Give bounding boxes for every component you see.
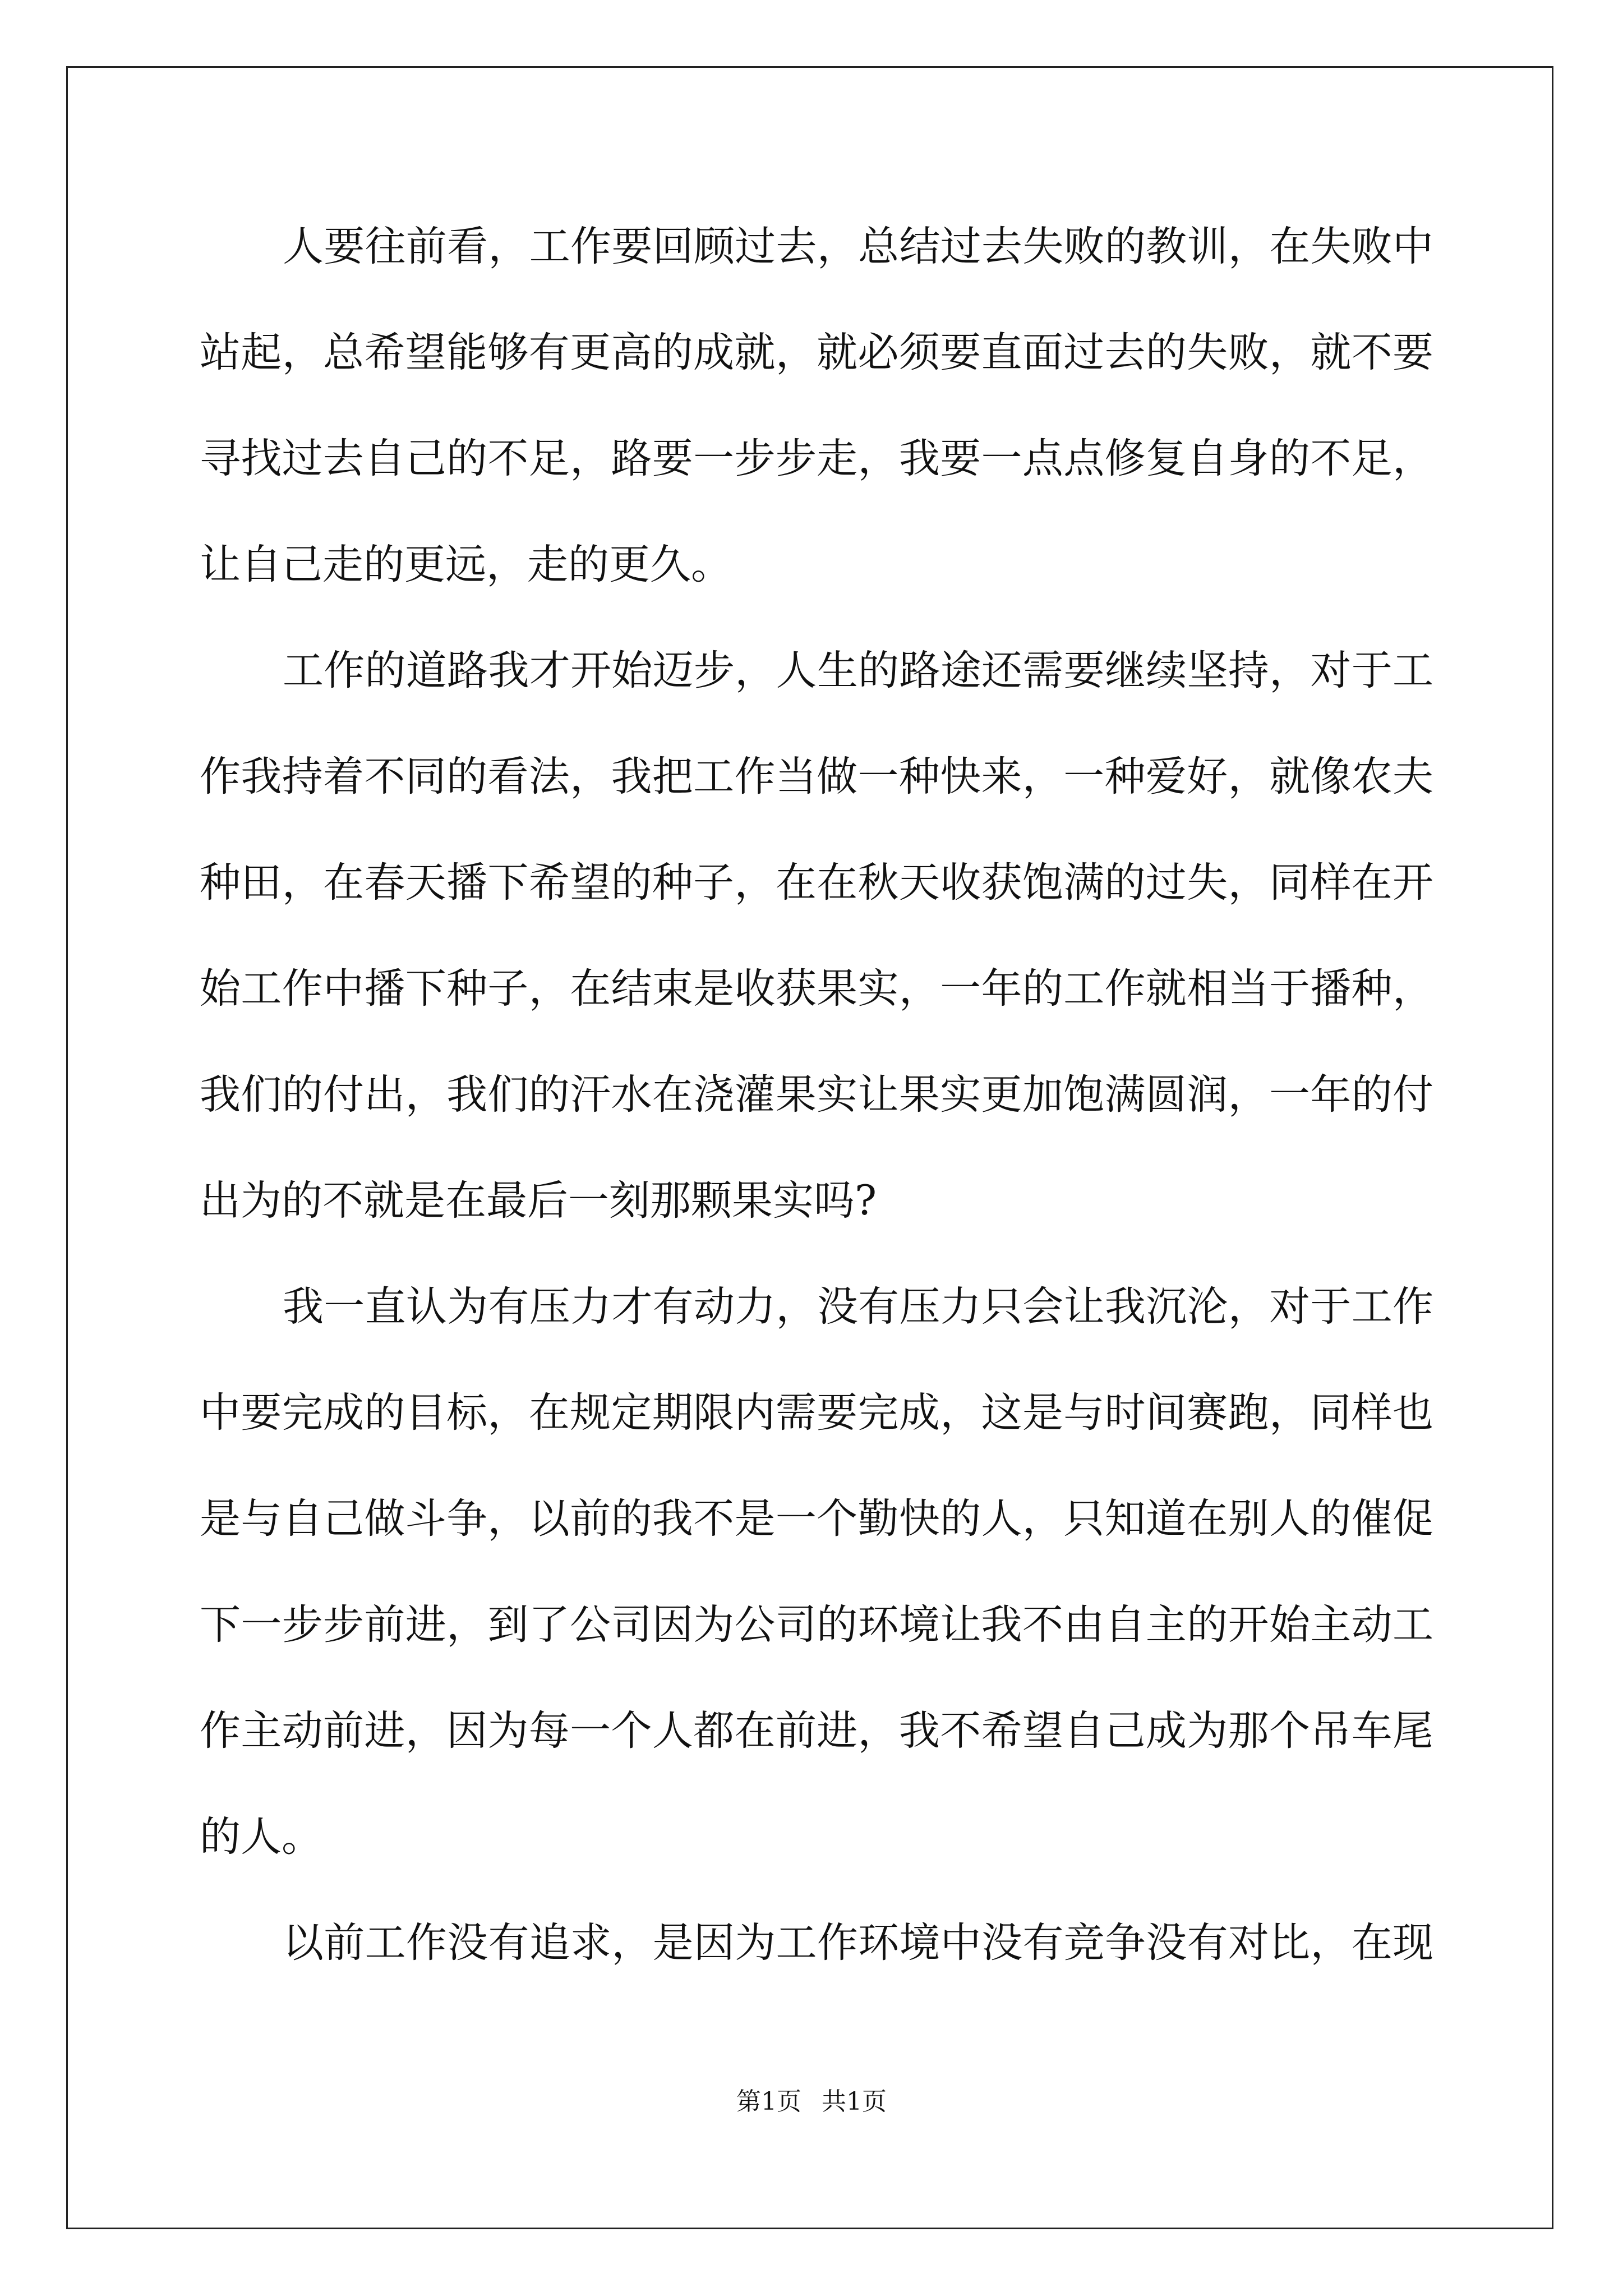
paragraph-line: 始工作中播下种子，在结束是收获果实，一年的工作就相当于播种， — [200, 965, 1433, 1013]
paragraph-line: 中要完成的目标，在规定期限内需要完成，这是与时间赛跑，同样也 — [200, 1389, 1433, 1437]
paragraph-line: 作主动前进，因为每一个人都在前进，我不希望自己成为那个吊车尾 — [200, 1707, 1433, 1755]
paragraph-line: 的人。 — [200, 1813, 322, 1861]
page-border — [66, 66, 1553, 2229]
paragraph-line: 我一直认为有压力才有动力，没有压力只会让我沉沦，对于工作 — [283, 1283, 1433, 1331]
page-footer — [0, 2085, 1623, 2119]
page-total: 共1页 — [822, 2087, 887, 2116]
page-number: 第1页 — [736, 2087, 801, 2116]
paragraph-line: 寻找过去自己的不足，路要一步步走，我要一点点修复自身的不足， — [200, 435, 1433, 482]
paragraph-line: 工作的道路我才开始迈步，人生的路途还需要继续坚持，对于工 — [283, 647, 1433, 694]
paragraph-line: 以前工作没有追求，是因为工作环境中没有竞争没有对比，在现 — [283, 1919, 1433, 1967]
paragraph-line: 我们的付出，我们的汗水在浇灌果实让果实更加饱满圆润，一年的付 — [200, 1071, 1433, 1119]
paragraph-line: 让自己走的更远，走的更久。 — [200, 541, 732, 588]
paragraph-line: 种田，在春天播下希望的种子，在在秋天收获饱满的过失，同样在开 — [200, 859, 1433, 907]
paragraph-line: 站起，总希望能够有更高的成就，就必须要直面过去的失败，就不要 — [200, 329, 1433, 376]
paragraph-line: 下一步步前进，到了公司因为公司的环境让我不由自主的开始主动工 — [200, 1601, 1433, 1649]
paragraph-line: 作我持着不同的看法，我把工作当做一种快来，一种爱好，就像农夫 — [200, 753, 1433, 800]
paragraph-line: 出为的不就是在最后一刻那颗果实吗? — [200, 1177, 877, 1225]
paragraph-line: 人要往前看，工作要回顾过去，总结过去失败的教训，在失败中 — [283, 223, 1433, 270]
paragraph-line: 是与自己做斗争，以前的我不是一个勤快的人，只知道在别人的催促 — [200, 1495, 1433, 1543]
